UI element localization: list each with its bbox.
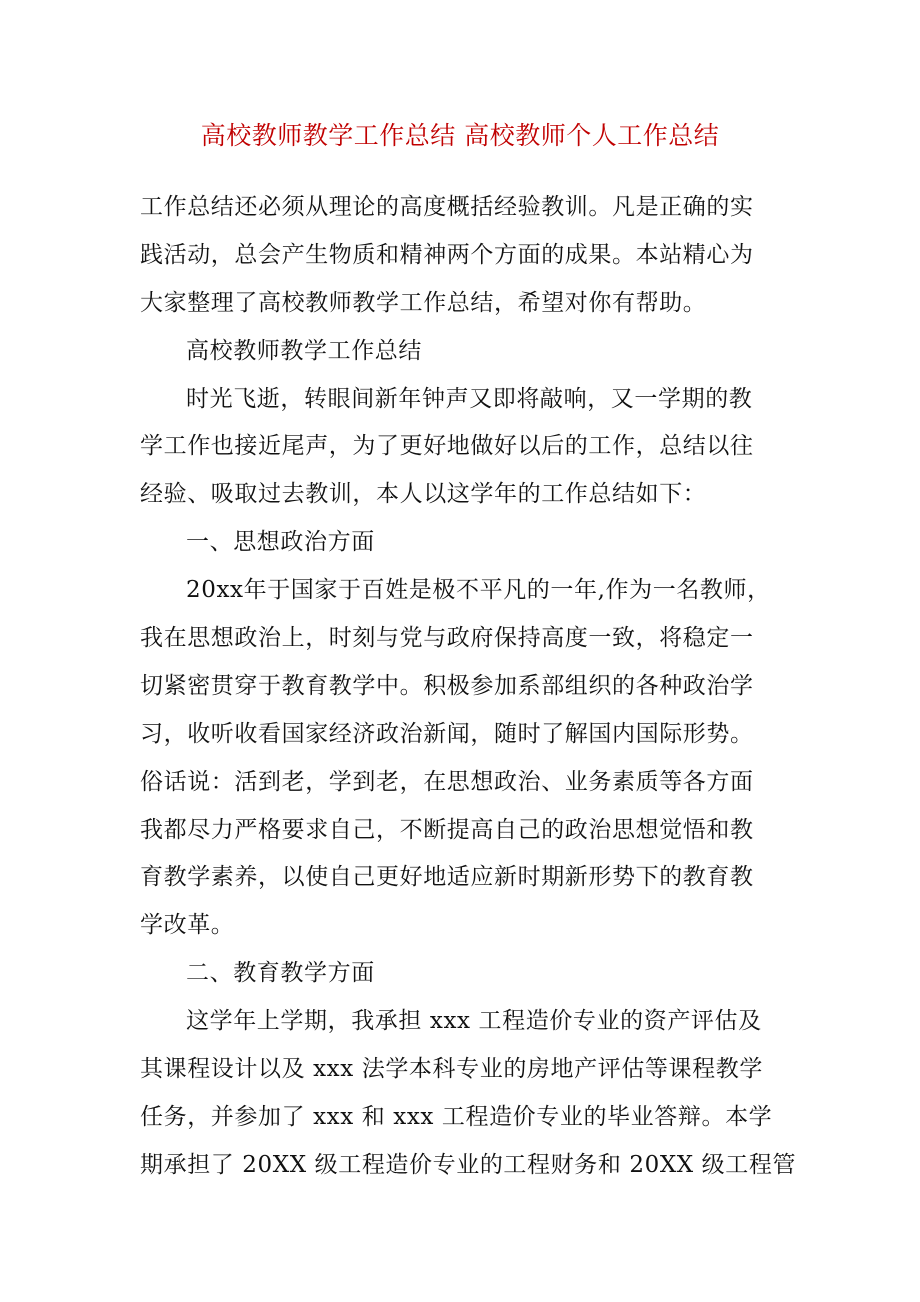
paragraph-line: 践活动，总会产生物质和精神两个方面的成果。本站精心为 — [140, 241, 754, 268]
paragraph-line: 这学年上学期，我承担 xxx 工程造价专业的资产评估及 — [186, 1008, 762, 1035]
paragraph-line: 我都尽力严格要求自己，不断提高自己的政治思想觉悟和教 — [140, 816, 754, 843]
paragraph-line: 时光飞逝，转眼间新年钟声又即将敲响，又一学期的教 — [186, 385, 753, 412]
paragraph-line: 习，收听收看国家经济政治新闻，随时了解国内国际形势。 — [140, 720, 754, 747]
paragraph-line: 我在思想政治上，时刻与党与政府保持高度一致，将稳定一 — [140, 625, 754, 652]
paragraph-line: 育教学素养，以使自己更好地适应新时期新形势下的教育教 — [140, 864, 754, 891]
paragraph-line: 切紧密贯穿于教育教学中。积极参加系部组织的各种政治学 — [140, 672, 754, 699]
paragraph-line: 学改革。 — [140, 912, 235, 939]
document-body — [140, 184, 797, 1190]
section-heading: 一、思想政治方面 — [186, 529, 375, 556]
paragraph-line: 学工作也接近尾声，为了更好地做好以后的工作，总结以往 — [140, 433, 754, 460]
section-heading: 高校教师教学工作总结 — [186, 337, 422, 364]
paragraph-line: 大家整理了高校教师教学工作总结，希望对你有帮助。 — [140, 289, 707, 316]
paragraph-line: 俗话说：活到老，学到老，在思想政治、业务素质等各方面 — [140, 768, 754, 795]
document-title: 高校教师教学工作总结 高校教师个人工作总结 — [200, 121, 720, 150]
section-heading: 二、教育教学方面 — [186, 960, 375, 987]
paragraph-line: 期承担了 20XX 级工程造价专业的工程财务和 20XX 级工程管 — [140, 1151, 797, 1178]
paragraph-line: 经验、吸取过去教训，本人以这学年的工作总结如下： — [140, 481, 707, 508]
paragraph-line: 任务，并参加了 xxx 和 xxx 工程造价专业的毕业答辩。本学 — [140, 1103, 773, 1130]
paragraph-line: 20xx年于国家于百姓是极不平凡的一年,作为一名教师， — [186, 577, 771, 604]
paragraph-line: 工作总结还必须从理论的高度概括经验教训。凡是正确的实 — [140, 194, 754, 220]
paragraph-line: 其课程设计以及 xxx 法学本科专业的房地产评估等课程教学 — [140, 1056, 763, 1083]
